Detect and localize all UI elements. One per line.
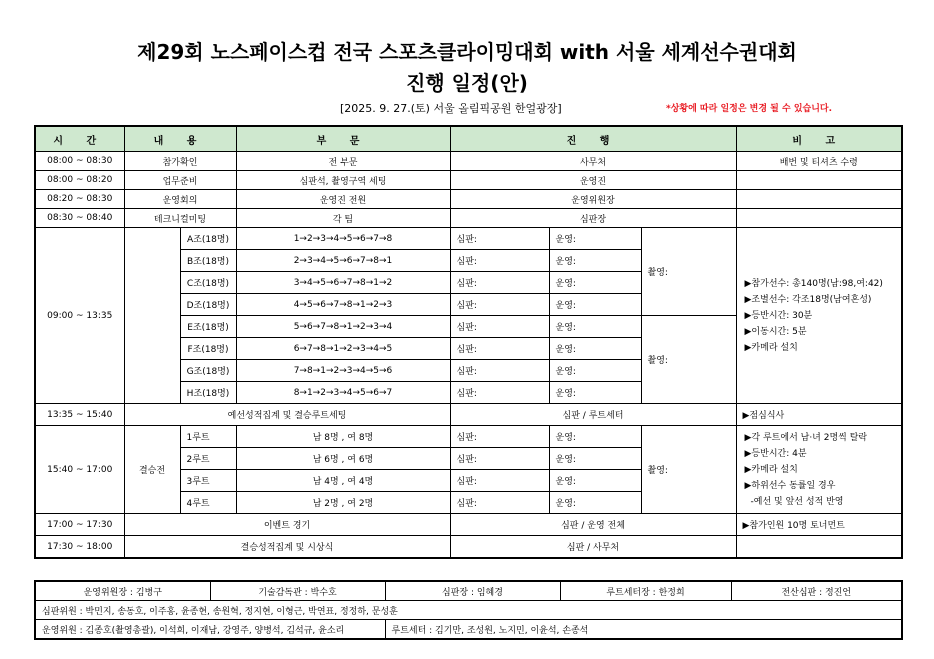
remark-line: ▶이동시간: 5분 <box>744 326 807 337</box>
header-section: 부 문 <box>236 126 450 152</box>
remark-line: ▶등반시간: 4분 <box>744 448 807 459</box>
ops-cell: 운영: <box>549 360 641 382</box>
row-content: 참가확인 <box>124 152 236 171</box>
tech-director: 기술감독관 : 박수호 <box>210 581 385 601</box>
judge-cell: 심판: <box>450 426 549 448</box>
header-content: 내 용 <box>124 126 236 152</box>
row-remark: ▶참가인원 10명 토너먼트 <box>736 514 902 536</box>
ops-cell: 운영: <box>549 316 641 338</box>
group-name: C조(18명) <box>180 272 236 294</box>
page-subtitle: 진행 일정(안) <box>406 71 528 95</box>
row-content: 테크니컬미팅 <box>124 209 236 228</box>
head-judge: 심판장 : 임혜경 <box>385 581 560 601</box>
ops-cell: 운영: <box>549 338 641 360</box>
qual-remarks <box>736 228 902 404</box>
group-order: 2→3→4→5→6→7→8→1 <box>236 250 450 272</box>
table-row <box>35 514 902 536</box>
judge-cell: 심판: <box>450 492 549 514</box>
judge-cell: 심판: <box>450 250 549 272</box>
group-name: B조(18명) <box>180 250 236 272</box>
table-row <box>35 536 902 559</box>
staff-row-ops <box>35 620 902 640</box>
setter-members: 루트세터 : 김기만, 조성원, 노지민, 이윤석, 손종석 <box>385 620 902 640</box>
group-name: G조(18명) <box>180 360 236 382</box>
final-remarks <box>736 426 902 514</box>
ops-cell: 운영: <box>549 448 641 470</box>
row-remark <box>736 171 902 190</box>
row-progress: 사무처 <box>450 152 736 171</box>
judge-cell: 심판: <box>450 382 549 404</box>
ops-cell: 운영: <box>549 228 641 250</box>
row-progress: 운영진 <box>450 171 736 190</box>
group-order: 3→4→5→6→7→8→1→2 <box>236 272 450 294</box>
row-content: 결승성적집계 및 시상식 <box>124 536 450 559</box>
remark-line: ▶하위선수 동률일 경우 <box>744 480 836 491</box>
schedule-table <box>34 125 903 559</box>
table-row <box>35 171 902 190</box>
route-name: 1루트 <box>180 426 236 448</box>
table-row <box>35 404 902 426</box>
ops-cell: 운영: <box>549 426 641 448</box>
judge-cell: 심판: <box>450 228 549 250</box>
table-row <box>35 209 902 228</box>
ops-cell: 운영: <box>549 250 641 272</box>
staff-row-leads <box>35 581 902 601</box>
group-order: 4→5→6→7→8→1→2→3 <box>236 294 450 316</box>
final-row <box>35 426 902 448</box>
row-section: 각 팀 <box>236 209 450 228</box>
row-content: 예선성적집계 및 결승루트세팅 <box>124 404 450 426</box>
ops-chair: 운영위원장 : 김병구 <box>35 581 210 601</box>
judge-cell: 심판: <box>450 272 549 294</box>
judge-cell: 심판: <box>450 294 549 316</box>
group-order: 6→7→8→1→2→3→4→5 <box>236 338 450 360</box>
row-time: 17:30 ~ 18:00 <box>35 536 124 559</box>
remark-line: ▶각 루트에서 남·녀 2명씩 탈락 <box>744 432 868 443</box>
judge-cell: 심판: <box>450 448 549 470</box>
row-time: 08:20 ~ 08:30 <box>35 190 124 209</box>
remark-line: ▶카메라 설치 <box>744 464 798 475</box>
row-content: 업무준비 <box>124 171 236 190</box>
row-remark: ▶점심식사 <box>736 404 902 426</box>
route-people: 남 2명 , 여 2명 <box>236 492 450 514</box>
judge-cell: 심판: <box>450 470 549 492</box>
judge-cell: 심판: <box>450 316 549 338</box>
row-time: 13:35 ~ 15:40 <box>35 404 124 426</box>
computing-judge: 전산심판 : 정진언 <box>731 581 902 601</box>
table-row <box>35 190 902 209</box>
header-progress: 진 행 <box>450 126 736 152</box>
group-name: F조(18명) <box>180 338 236 360</box>
route-people: 남 6명 , 여 6명 <box>236 448 450 470</box>
row-content: 이벤트 경기 <box>124 514 450 536</box>
remark-line: ▶조별선수: 각조18명(남여혼성) <box>744 294 872 305</box>
ops-cell: 운영: <box>549 470 641 492</box>
row-remark <box>736 536 902 559</box>
row-section: 운영진 전원 <box>236 190 450 209</box>
row-remark <box>736 190 902 209</box>
row-progress: 운영위원장 <box>450 190 736 209</box>
judge-cell: 심판: <box>450 360 549 382</box>
final-label: 결승전 <box>124 426 180 514</box>
ops-cell: 운영: <box>549 492 641 514</box>
staff-row-judges <box>35 601 902 620</box>
remark-line: ▶카메라 설치 <box>744 342 798 353</box>
row-time: 08:00 ~ 08:20 <box>35 171 124 190</box>
ops-cell: 운영: <box>549 294 641 316</box>
route-name: 4루트 <box>180 492 236 514</box>
header-row <box>35 126 902 152</box>
group-order: 7→8→1→2→3→4→5→6 <box>236 360 450 382</box>
staff-table <box>34 580 903 640</box>
film-cell: 촬영: <box>641 316 736 404</box>
row-remark <box>736 209 902 228</box>
table-row <box>35 152 902 171</box>
final-time: 15:40 ~ 17:00 <box>35 426 124 514</box>
qual-row <box>35 228 902 250</box>
row-remark: 배번 및 티셔츠 수령 <box>736 152 902 171</box>
row-time: 08:00 ~ 08:30 <box>35 152 124 171</box>
group-name: H조(18명) <box>180 382 236 404</box>
route-people: 남 8명 , 여 8명 <box>236 426 450 448</box>
page-title: 제29회 노스페이스컵 전국 스포츠클라이밍대회 with 서울 세계선수권대회 <box>137 40 797 64</box>
row-progress: 심판 / 운영 전체 <box>450 514 736 536</box>
row-content: 운영회의 <box>124 190 236 209</box>
remark-line: ▶참가선수: 총140명(남:98,여:42) <box>744 278 883 289</box>
ops-cell: 운영: <box>549 382 641 404</box>
head-setter: 루트세터장 : 한정희 <box>560 581 731 601</box>
group-order: 1→2→3→4→5→6→7→8 <box>236 228 450 250</box>
route-people: 남 4명 , 여 4명 <box>236 470 450 492</box>
group-name: D조(18명) <box>180 294 236 316</box>
row-time: 17:00 ~ 17:30 <box>35 514 124 536</box>
row-progress: 심판장 <box>450 209 736 228</box>
ops-members: 운영위원 : 김종호(촬영총괄), 이석희, 이재남, 강영주, 양병석, 김석규, 윤소리 <box>35 620 385 640</box>
group-name: A조(18명) <box>180 228 236 250</box>
route-name: 2루트 <box>180 448 236 470</box>
remark-line: -예선 및 앞선 성적 반영 <box>750 496 844 507</box>
judge-members: 심판위원 : 박민지, 송동호, 이주홍, 윤종현, 송원혁, 정지현, 이형근, 박연표, 정정하, 문성훈 <box>35 601 902 620</box>
qual-blank <box>124 228 180 404</box>
remark-line: ▶등반시간: 30분 <box>744 310 813 321</box>
event-date-venue: [2025. 9. 27.(토) 서울 올림픽공원 한얼광장] <box>340 102 562 115</box>
film-cell: 촬영: <box>641 426 736 514</box>
qual-time: 09:00 ~ 13:35 <box>35 228 124 404</box>
group-order: 8→1→2→3→4→5→6→7 <box>236 382 450 404</box>
row-progress: 심판 / 루트세터 <box>450 404 736 426</box>
row-time: 08:30 ~ 08:40 <box>35 209 124 228</box>
route-name: 3루트 <box>180 470 236 492</box>
group-order: 5→6→7→8→1→2→3→4 <box>236 316 450 338</box>
judge-cell: 심판: <box>450 338 549 360</box>
row-section: 전 부문 <box>236 152 450 171</box>
header-remark: 비 고 <box>736 126 902 152</box>
change-notice: *상황에 따라 일정은 변경 될 수 있습니다. <box>666 104 833 114</box>
row-progress: 심판 / 사무처 <box>450 536 736 559</box>
header-time: 시 간 <box>35 126 124 152</box>
row-section: 심판석, 촬영구역 세팅 <box>236 171 450 190</box>
film-cell: 촬영: <box>641 228 736 316</box>
group-name: E조(18명) <box>180 316 236 338</box>
ops-cell: 운영: <box>549 272 641 294</box>
